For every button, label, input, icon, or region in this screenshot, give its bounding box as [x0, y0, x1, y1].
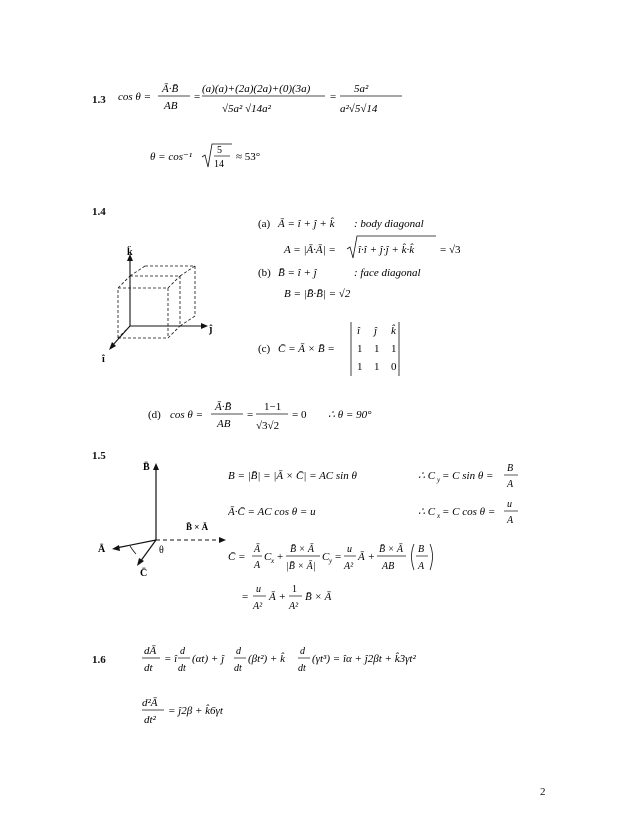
equation-1-4-b [258, 264, 488, 304]
svg-text:dt: dt [178, 663, 186, 674]
svg-text:= C sin θ =: = C sin θ = [442, 470, 494, 482]
svg-text:dt²: dt² [144, 714, 156, 726]
svg-text:=: = [247, 409, 254, 421]
axis-label-i: î [102, 354, 105, 365]
svg-text:A²: A² [344, 561, 354, 572]
matrix-cell: 1 [374, 343, 380, 355]
equation-1-6-second-derivative [140, 692, 290, 732]
svg-text:y: y [329, 557, 333, 565]
svg-text:1: 1 [292, 584, 297, 595]
equation-1-4-d [148, 396, 408, 438]
svg-text:x: x [271, 557, 275, 565]
svg-text:d: d [300, 646, 305, 657]
svg-text:Ā·C̄ = AC cos θ = u: Ā·C̄ = AC cos θ = u [228, 506, 316, 518]
axis-label-j: ĵ [209, 324, 213, 335]
svg-text:=: = [194, 91, 201, 103]
svg-text:B = |B̄·B̄| = √2: B = |B̄·B̄| = √2 [284, 288, 351, 300]
svg-text:x: x [437, 512, 441, 520]
svg-text:A: A [418, 561, 425, 572]
svg-text:B = |B̄| = |Ā × C̄| = AC sin θ: B = |B̄| = |Ā × C̄| = AC sin θ [228, 470, 357, 482]
svg-text:(a)(a)+(2a)(2a)+(0)(3a): (a)(a)+(2a)(2a)+(0)(3a) [202, 83, 311, 95]
svg-text:= √3: = √3 [440, 244, 461, 256]
svg-text:θ = cos⁻¹: θ = cos⁻¹ [150, 151, 193, 163]
svg-text:∴ C: ∴ C [418, 470, 436, 482]
svg-text:= î: = î [164, 653, 178, 665]
svg-text:: face diagonal: : face diagonal [354, 267, 421, 279]
svg-text:AB: AB [217, 418, 231, 430]
svg-text:B̄ × Ā: B̄ × Ā [290, 544, 314, 555]
svg-text:(b): (b) [258, 267, 271, 279]
equation-1-5-line1 [228, 460, 528, 490]
svg-text:(γt³) = îα + ĵ2βt + k̂3γt²: (γt³) = îα + ĵ2βt + k̂3γt² [312, 653, 416, 665]
svg-text:cos θ =: cos θ = [170, 409, 203, 421]
svg-text:5: 5 [217, 145, 222, 156]
svg-text:∴ C: ∴ C [418, 506, 436, 518]
equation-1-3-cos [118, 78, 408, 126]
svg-text:dt: dt [144, 662, 153, 674]
svg-text:Ā +: Ā + [358, 551, 375, 563]
equation-1-5-line2 [228, 496, 528, 526]
svg-text:= ĵ2β + k̂6γt: = ĵ2β + k̂6γt [168, 705, 223, 717]
problem-number-1-5: 1.5 [92, 450, 106, 462]
equation-1-5-line3 [228, 538, 458, 578]
svg-text:Ā = î + ĵ + k̂: Ā = î + ĵ + k̂ [278, 218, 335, 230]
svg-text:d: d [180, 646, 185, 657]
matrix-cell: k̂ [391, 325, 396, 337]
svg-text:(d): (d) [148, 409, 161, 421]
vector-label-c: C̄ [140, 568, 148, 578]
equation-1-5-line4 [242, 580, 392, 616]
svg-text:dt: dt [298, 663, 306, 674]
svg-text:(c): (c) [258, 343, 271, 355]
problem-number-1-4: 1.4 [92, 206, 106, 218]
svg-text:(a): (a) [258, 218, 271, 230]
equation-1-4-a [258, 212, 498, 264]
svg-text:C̄ = Ā × B̄ =: C̄ = Ā × B̄ = [278, 343, 335, 355]
matrix-cell: 0 [391, 361, 397, 373]
svg-text:a²√5√14: a²√5√14 [340, 103, 378, 115]
equation-1-4-c [258, 320, 418, 378]
svg-text:u: u [256, 584, 261, 595]
matrix-cell: î [357, 325, 361, 337]
svg-text:y: y [437, 476, 441, 484]
svg-text:B̄ × Ā: B̄ × Ā [305, 591, 332, 603]
vector-label-bxa: B̄ × Ā [186, 522, 209, 532]
matrix-cell: 1 [374, 361, 380, 373]
svg-text:Ā +: Ā + [269, 591, 286, 603]
svg-text:Ā·B̄: Ā·B̄ [162, 83, 179, 95]
svg-text:= C cos θ =: = C cos θ = [442, 506, 496, 518]
svg-text:u: u [507, 499, 512, 510]
svg-text:|B̄ × Ā|: |B̄ × Ā| [286, 561, 316, 572]
svg-text:d: d [236, 646, 241, 657]
unit-vector-cube-diagram [100, 246, 220, 371]
cross-product-vector-diagram [96, 458, 236, 578]
svg-text:C: C [264, 551, 272, 563]
svg-text:+: + [277, 551, 284, 563]
svg-text:√3√2: √3√2 [256, 420, 280, 432]
page-number: 2 [540, 786, 546, 798]
svg-text:B: B [418, 544, 425, 555]
svg-text:u: u [347, 544, 352, 555]
svg-text:C̄ =: C̄ = [228, 551, 246, 563]
matrix-cell: 1 [357, 343, 363, 355]
svg-text:C: C [322, 551, 330, 563]
problem-number-1-3: 1.3 [92, 94, 106, 106]
svg-text:=: = [242, 591, 249, 603]
vector-label-b: B̄ [143, 462, 150, 473]
svg-text:dt: dt [234, 663, 242, 674]
angle-label-theta: θ [159, 545, 164, 556]
svg-text:Ā·B̄: Ā·B̄ [215, 401, 232, 413]
matrix-cell: 1 [391, 343, 397, 355]
vector-label-a: Ā [98, 544, 106, 555]
svg-text:î·î + ĵ·ĵ + k̂·k̂: î·î + ĵ·ĵ + k̂·k̂ [358, 244, 415, 256]
svg-text:A: A [254, 560, 261, 571]
svg-text:1−1: 1−1 [264, 401, 282, 413]
svg-text:14: 14 [214, 159, 224, 170]
matrix-cell: ĵ [374, 325, 378, 337]
equation-1-6-first-derivative [140, 640, 470, 680]
svg-text:A: A [507, 479, 514, 490]
svg-text:A = |Ā·Ā| =: A = |Ā·Ā| = [284, 244, 336, 256]
axis-label-k: k̂ [127, 247, 133, 258]
svg-text:dĀ: dĀ [144, 645, 157, 657]
svg-text:=: = [330, 91, 337, 103]
svg-text:√5a² √14a²: √5a² √14a² [222, 103, 271, 115]
equation-1-3-theta [150, 140, 300, 174]
svg-text:AB: AB [382, 561, 395, 572]
svg-text:A: A [507, 515, 514, 526]
svg-text:B̄ = î + ĵ: B̄ = î + ĵ [278, 267, 317, 279]
svg-text:A²: A² [289, 601, 299, 612]
svg-text:∴ θ = 90°: ∴ θ = 90° [328, 409, 372, 421]
svg-text:(βt²) + k̂: (βt²) + k̂ [248, 653, 285, 665]
matrix-cell: 1 [357, 361, 363, 373]
svg-text:cos θ =: cos θ = [118, 91, 151, 103]
svg-text:≈ 53°: ≈ 53° [236, 151, 261, 163]
svg-text:= 0: = 0 [292, 409, 307, 421]
svg-text:AB: AB [164, 100, 178, 112]
svg-text:A²: A² [253, 601, 263, 612]
svg-text:: body diagonal: : body diagonal [354, 218, 424, 230]
problem-number-1-6: 1.6 [92, 654, 106, 666]
svg-text:B: B [507, 463, 514, 474]
svg-text:5a²: 5a² [354, 83, 369, 95]
svg-text:Ā: Ā [254, 544, 261, 555]
svg-text:(αt) + ĵ: (αt) + ĵ [192, 653, 225, 665]
svg-text:B̄ × Ā: B̄ × Ā [379, 544, 403, 555]
svg-text:=: = [335, 551, 342, 563]
svg-text:d²Ā: d²Ā [142, 697, 158, 709]
